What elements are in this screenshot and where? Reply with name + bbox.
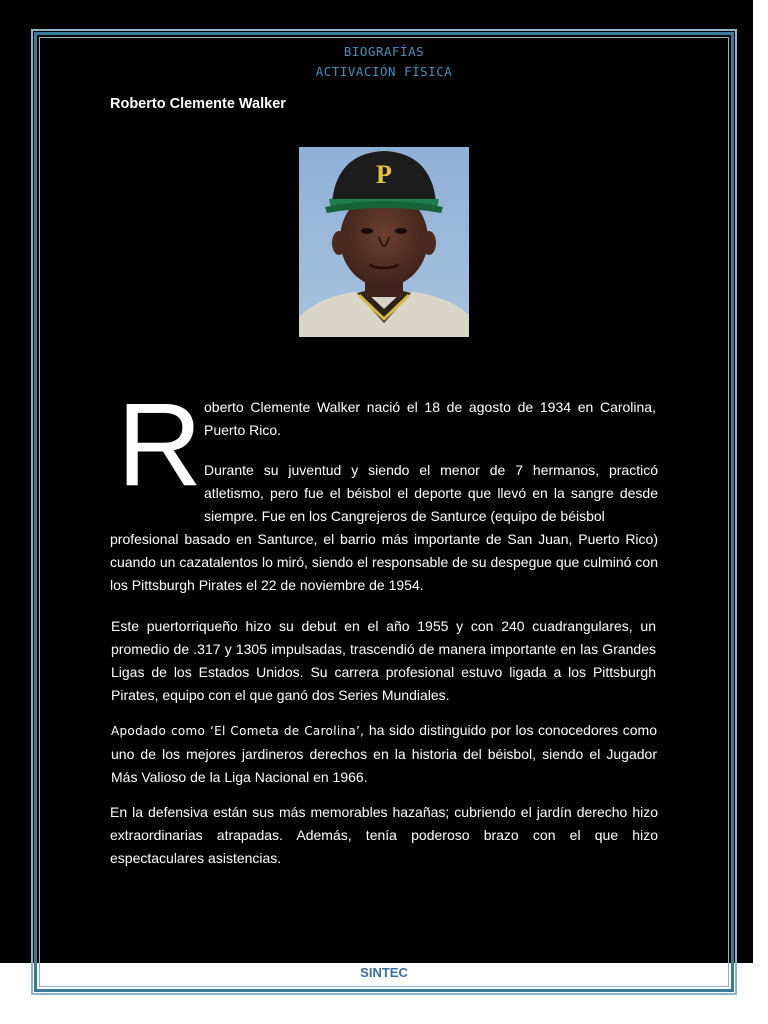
portrait-photo — [299, 147, 469, 337]
nickname-rest: ha sido distinguido por los conocedores como uno de los mejores jardineros derechos en la historia del béisbol, siendo el Jugador Más Valioso de la Liga Nacional en 1966. — [111, 722, 657, 785]
paragraph-youth-part1: Durante su juventud y siendo el menor de 7 hermanos, practicó atletismo, pero fue el béisbol el deporte que llevó en la sangre desde siempre. Fue en los Cangrejeros de Santurce (equipo de béisbol — [204, 462, 658, 524]
drop-cap-letter: R — [117, 379, 203, 511]
page-title: Roberto Clemente Walker — [110, 96, 286, 112]
svg-text:P: P — [376, 160, 392, 189]
paragraph-youth — [110, 459, 658, 597]
paragraph-youth-part2: profesional basado en Santurce, el barrio más importante de San Juan, Puerto Rico) cuando un cazatalentos lo miró, siendo el responsable de su despegue que culminó con los Pittsburgh Pirates el 22 de noviembre de 1954. — [110, 531, 658, 593]
paragraph-nickname — [111, 719, 657, 789]
header-biografias: BIOGRAFÍAS — [343, 44, 425, 59]
paragraph-debut: Este puertorriqueño hizo su debut en el año 1955 y con 240 cuadrangulares, un promedio de .317 y 1305 impulsadas, trascendió de manera importante en las Grandes Ligas de los Estados Unidos. Su carrera profesional estuvo ligada a los Pittsburgh Pirates, equipo con el que ganó dos Series Mundiales. — [111, 618, 656, 703]
nickname-phrase: Apodado como ‘El Cometa de Carolina’, — [111, 724, 365, 738]
footer-sintec: SINTEC — [360, 965, 408, 980]
paragraph-intro: oberto Clemente Walker nació el 18 de agosto de 1934 en Carolina, Puerto Rico. — [204, 399, 656, 438]
header-activacion-fisica: ACTIVACIÓN FÍSICA — [315, 64, 453, 79]
paragraph-defense: En la defensiva están sus más memorables hazañas; cubriendo el jardín derecho hizo extraordinarias atrapadas. Además, tenía poderoso brazo con el que hizo espectaculares asistencias. — [110, 804, 658, 866]
